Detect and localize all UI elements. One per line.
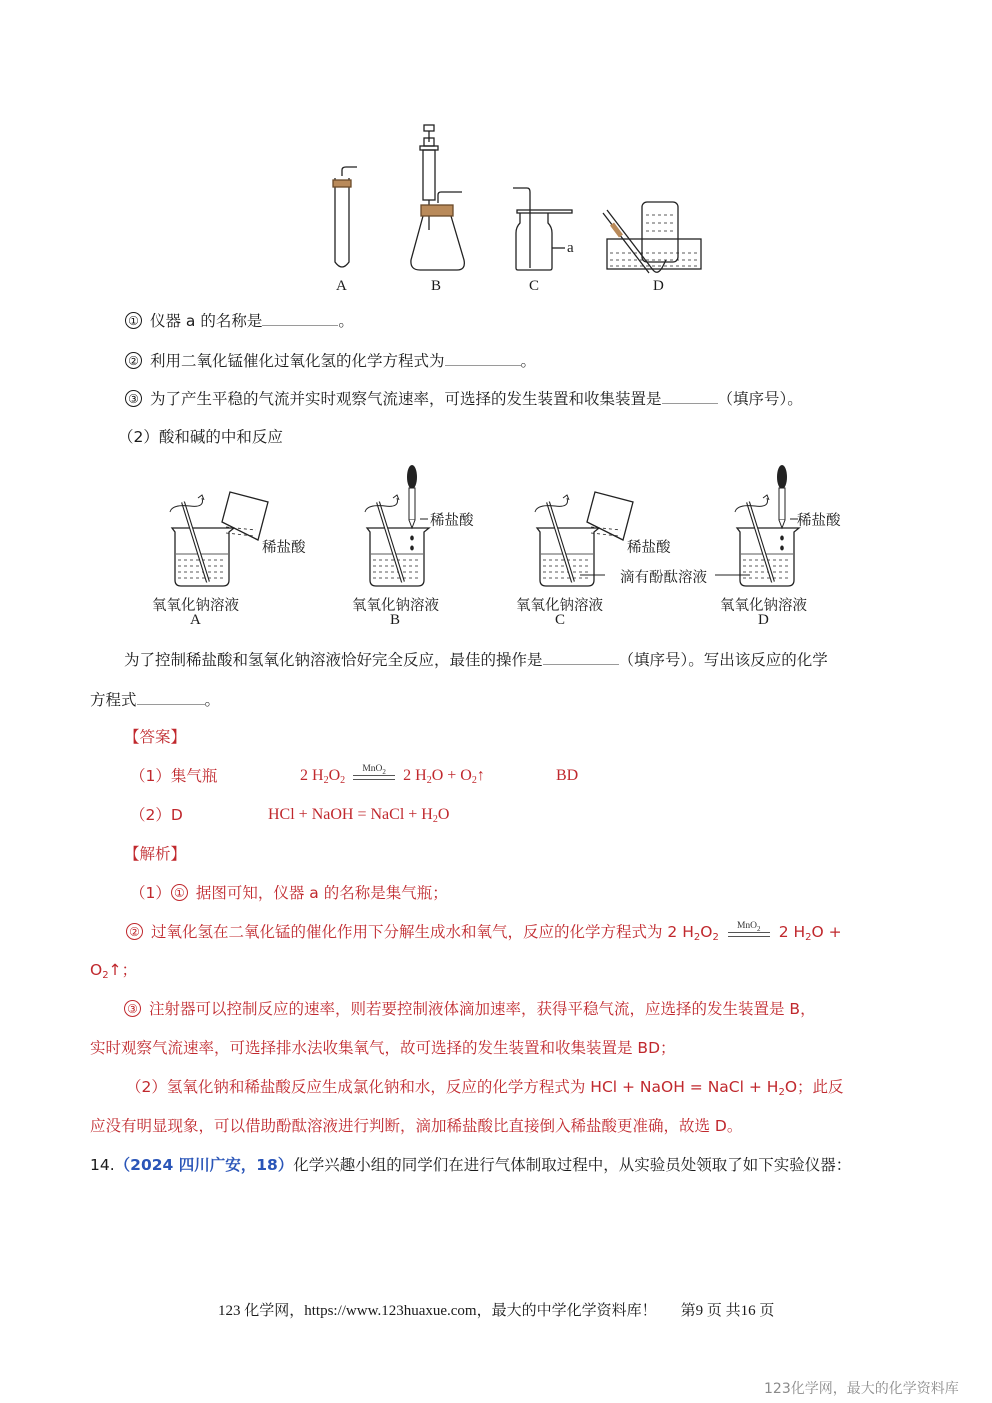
answer-1-label: （1）集气瓶 <box>130 767 218 785</box>
indicator-label: 滴有酚酞溶液 <box>620 570 707 586</box>
question-text: 仪器 a 的名称是 <box>150 312 263 330</box>
acid-label-B: 稀盐酸 <box>430 513 474 529</box>
answer-blank[interactable] <box>445 350 521 366</box>
answer-blank[interactable] <box>662 388 718 404</box>
beaker-C <box>535 492 633 586</box>
base-label-D: 氧氧化钠溶液 <box>720 598 807 614</box>
part2-title: （2）酸和碱的中和反应 <box>118 428 283 446</box>
page-footer <box>218 1299 774 1320</box>
acid-label-D: 稀盐酸 <box>797 513 841 529</box>
part2-question-line1 <box>124 649 828 670</box>
question-text: 方程式 <box>90 691 137 709</box>
base-label-C: 氧氧化钠溶液 <box>516 598 603 614</box>
question-text: （填序号）。写出该反应的化学 <box>618 651 828 669</box>
circled-number: ② <box>125 352 142 369</box>
question-source: （2024 四川广安，18） <box>114 1156 294 1174</box>
analysis-line-3: $O_2↑$； <box>90 961 138 981</box>
acid-label-C: 稀盐酸 <box>627 540 671 556</box>
catalyst-condition: MnO$_2$ <box>724 921 774 937</box>
page-number: 第9 页 共16 页 <box>680 1303 775 1319</box>
punct: 。 <box>520 352 537 370</box>
question-2 <box>125 350 536 371</box>
gas-bottle-C <box>513 188 572 270</box>
base-label-B: 氧氧化钠溶液 <box>352 598 439 614</box>
answer-2-equation: HCl + NaOH = NaCl + $H_2O$ <box>268 806 450 825</box>
question-text: 利用二氧化锰催化过氧化氢的化学方程式为 <box>150 352 445 370</box>
base-label-A: 氧氧化钠溶液 <box>152 598 239 614</box>
answer-blank[interactable] <box>543 649 619 665</box>
answer-blank[interactable] <box>262 310 338 326</box>
beaker-D <box>715 465 799 586</box>
callout-a: a <box>567 240 574 256</box>
question-number: 14. <box>90 1156 115 1174</box>
question-14 <box>90 1155 851 1175</box>
figure2-label-A: A <box>190 612 201 628</box>
analysis-line-1: （1） ① 据图可知，仪器 a 的名称是集气瓶； <box>130 884 448 902</box>
beaker-B <box>365 465 429 586</box>
analysis-line-5: 实时观察气流速率，可选择排水法收集氧气，故可选择的发生装置和收集装置是 BD； <box>90 1039 676 1057</box>
figure1-label-A: A <box>336 278 347 294</box>
answer-2-label: （2）D <box>130 806 183 824</box>
analysis-line-7: 应没有明显现象，可以借助酚酞溶液进行判断，滴加稀盐酸比直接倒入稀盐酸更准确，故选 D。 <box>90 1117 743 1135</box>
question-text: 为了控制稀盐酸和氢氧化钠溶液恰好完全反应，最佳的操作是 <box>124 651 543 669</box>
flask-with-syringe-B <box>411 125 464 270</box>
test-tube-A <box>333 167 357 267</box>
analysis-line-2: ② 过氧化氢在二氧化锰的催化作用下分解生成水和氧气，反应的化学方程式为 2 $H_2O_2$ MnO$_2$ 2 $H_2O$ + <box>126 922 842 942</box>
figure1-label-D: D <box>653 278 664 294</box>
question-text: 化学兴趣小组的同学们在进行气体制取过程中，从实验员处领取了如下实验仪器： <box>293 1156 852 1174</box>
analysis-line-4: ③ 注射器可以控制反应的速率，则若要控制液体滴加速率，获得平稳气流，应选择的发生装置是 B， <box>124 999 816 1019</box>
beaker-A <box>170 492 268 586</box>
footer-site: 123 化学网，https://www.123huaxue.com，最大的中学化学资料库！ <box>218 1303 657 1319</box>
question-text: 为了产生平稳的气流并实时观察气流速率，可选择的发生装置和收集装置是 <box>150 390 662 408</box>
gas-arrow-icon: ↑ <box>476 767 485 784</box>
neutralization-figure <box>150 462 850 592</box>
apparatus-figure <box>320 120 720 300</box>
figure1-label-B: B <box>431 278 442 294</box>
punct: （填序号）。 <box>717 390 803 408</box>
punct: 。 <box>204 691 221 709</box>
circled-number: ① <box>125 312 142 329</box>
answer-blank[interactable] <box>137 689 205 705</box>
figure2-label-B: B <box>390 612 401 628</box>
figure2-label-C: C <box>555 612 566 628</box>
analysis-line-6: （2）氢氧化钠和稀盐酸反应生成氯化钠和水，反应的化学方程式为 HCl + NaOH = NaCl + $H_2O$；此反 <box>126 1078 844 1098</box>
punct: 。 <box>338 312 354 330</box>
question-1 <box>125 310 354 331</box>
acid-label-A: 稀盐酸 <box>262 540 306 556</box>
answer-heading: 【答案】 <box>124 728 187 746</box>
answer-1-choice: BD <box>556 767 579 784</box>
watermark: 123化学网，最大的化学资料库 <box>764 1381 959 1397</box>
answer-1-equation: 2 $H_2O_2$ MnO$_2$ 2 $H_2O$ + $O_2↑$ <box>300 764 485 786</box>
figure1-label-C: C <box>529 278 540 294</box>
figure2-label-D: D <box>758 612 769 628</box>
part2-question-line2 <box>90 689 220 710</box>
water-trough-D <box>603 202 701 273</box>
circled-number: ③ <box>125 390 142 407</box>
question-3 <box>125 388 803 409</box>
catalyst-condition: MnO$_2$ <box>349 764 399 780</box>
analysis-heading: 【解析】 <box>124 845 187 863</box>
